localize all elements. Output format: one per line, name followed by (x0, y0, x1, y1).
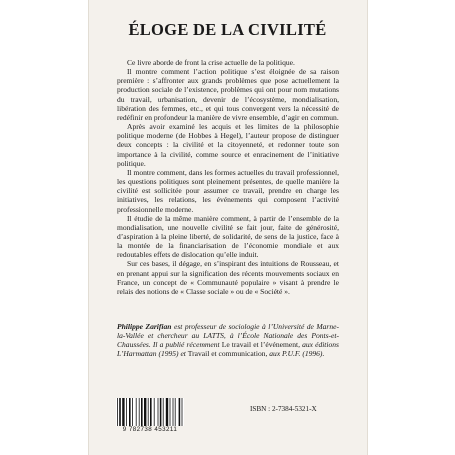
author-bio (117, 322, 339, 359)
blurb-paragraph-6: Sur ces bases, il dégage, en s’inspirant des intuitions de Rousseau, et en prenant appui sur la signification des récents mouvements sociaux en France, un concept de « Communauté populaire » visant à prendre le relais des notions de « Classe sociale » ou de « Société ». (117, 259, 339, 296)
author-bio-text-3: , aux P.U.F. (1996). (265, 349, 325, 359)
blurb-paragraph-2: Il montre comment l’action politique s’est éloignée de sa raison première : s’affronter aux grands problèmes que pose actuellement la production sociale de l’existence, problèmes qui ont pour nom mutations du travail, urbanisation, devenir de l’écosystème, mondialisation, libération des femmes, etc., et qui tous convergent vers la nécessité de redéfinir en profondeur la manière de vivre ensemble, d’agir en commun. (117, 67, 339, 122)
book-title: ÉLOGE DE LA CIVILITÉ (128, 20, 327, 39)
author-first-name: Philippe (117, 322, 143, 331)
barcode-number: 9 782738 453211 (122, 426, 178, 433)
blurb-paragraph-1: Ce livre aborde de front la crise actuelle de la politique. (127, 58, 295, 67)
blurb-paragraph-4: Il montre comment, dans les formes actuelles du travail professionnel, les questions politiques sont pleinement présentes, de quelle manière la civilité est sollicitée pour assumer ce travail, prendre en charge les initiatives, les relations, les événements qui composent l’activité professionnelle moderne. (117, 167, 339, 214)
author-book-1: Le travail et l’événement (221, 340, 299, 350)
barcode (116, 398, 184, 426)
author-bio-text-2: , aux éditions L’Harmattan (1995) et (117, 340, 339, 359)
author-book-2: Travail et communication (187, 349, 266, 359)
author-last-name: Zarifian (145, 322, 172, 331)
author-bio-text-1: est professeur de sociologie à l’Université de Marne-la-Vallée et chercheur au LATTS, à l’École Nationale des Ponts-et-Chaussées. Il a publié récemment (117, 322, 340, 350)
blurb-paragraph-5: Il étudie de la même manière comment, à partir de l’ensemble de la mondialisation, une nouvelle civilité se fait jour, faite de générosité, d’aspiration à la pleine liberté, de solidarité, de sens de la justice, face à la montée de la financiarisation de l’économie mondiale et aux redoutables effets de dislocation qu’elle induit. (117, 213, 339, 260)
blurb (117, 58, 339, 296)
isbn: ISBN : 2-7384-5321-X (250, 405, 317, 413)
blurb-paragraph-3: Après avoir examiné les acquis et les limites de la philosophie politique moderne (de Hobbes à Hegel), l’auteur propose de distinguer deux concepts : la civilité et la citoyenneté, et redonner toute son importance à la civilité, comme source et enracinement de l’initiative politique. (117, 122, 339, 168)
